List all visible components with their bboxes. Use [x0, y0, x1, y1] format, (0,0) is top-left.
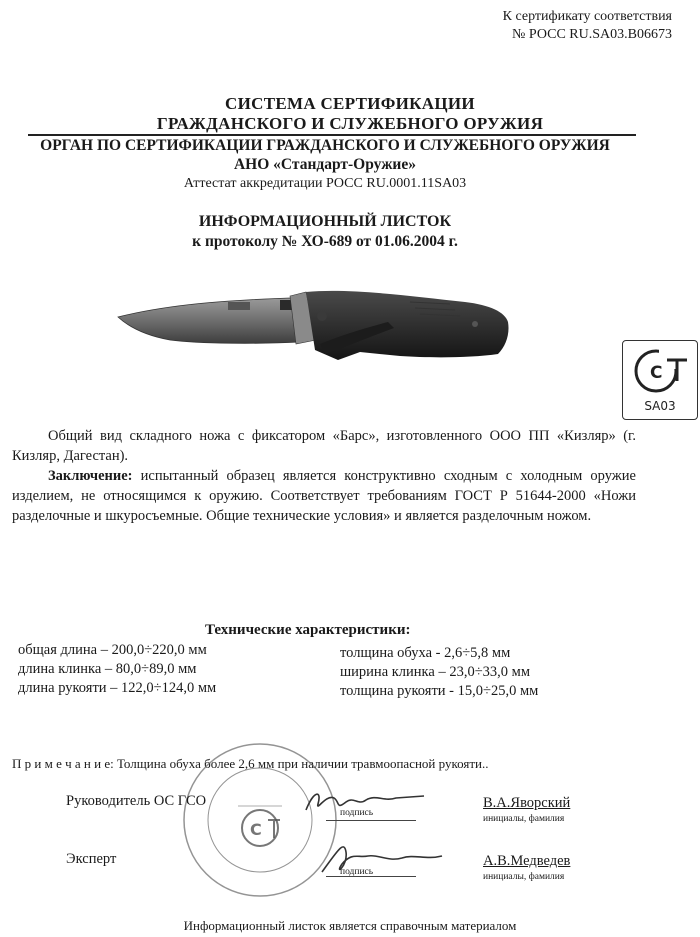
certification-mark: [622, 340, 698, 420]
organization-name: АНО «Стандарт-Оружие»: [233, 156, 416, 173]
expert-sign-caption: подпись: [340, 867, 374, 877]
spec-item: толщина обуха - 2,6÷5,8 мм: [340, 645, 511, 661]
head-sign-line: [326, 820, 416, 821]
conclusion-label: Заключение:: [48, 468, 133, 484]
conclusion-paragraph: [12, 466, 636, 526]
protocol-line: к протоколу № ХО-689 от 01.06.2004 г.: [192, 233, 458, 250]
svg-text:С: С: [650, 363, 663, 383]
title-divider: [28, 134, 636, 136]
organ-title: ОРГАН ПО СЕРТИФИКАЦИИ ГРАЖДАНСКОГО И СЛУЖЕБНОГО ОРУЖИЯ: [40, 137, 610, 154]
certificate-ref-line2: № РОСС RU.SA03.B06673: [512, 27, 672, 42]
certificate-reference: [503, 8, 672, 44]
head-name: В.А.Яворский: [483, 795, 571, 811]
footer-note: Информационный листок является справочным материалом: [183, 918, 517, 933]
spec-item: толщина рукояти - 15,0÷25,0 мм: [340, 683, 539, 699]
system-title-line1: СИСТЕМА СЕРТИФИКАЦИИ: [225, 94, 475, 113]
specs-title: Технические характеристики:: [205, 622, 411, 638]
head-signature-label: Руководитель ОС ГСО: [66, 793, 207, 809]
note-text: Толщина обуха более 2,6 мм при наличии травмоопасной рукояти..: [113, 756, 489, 771]
knife-image: [110, 282, 520, 372]
expert-name-caption: инициалы, фамилия: [483, 872, 565, 882]
svg-text:С: С: [250, 820, 262, 839]
spec-item: длина клинка – 80,0÷89,0 мм: [18, 661, 197, 677]
head-sign-caption: подпись: [340, 808, 374, 818]
document-title: ИНФОРМАЦИОННЫЙ ЛИСТОК: [198, 213, 452, 230]
accreditation-line: Аттестат аккредитации РОСС RU.0001.11SA03: [183, 176, 467, 191]
conclusion-text: испытанный образец является конструктивно сходным с холодным оружие изделием, не относящимся к оружию. Соответствует требованиям ГОСТ Р 51644-2000 «Ножи разделочные и шкуросъемные. Общие технические условия» и является разделочным ножом.: [12, 468, 636, 524]
specs-left-column: [18, 641, 216, 698]
pst-mark-icon: [623, 341, 697, 397]
specs-right-column: [340, 644, 538, 701]
expert-signature-scribble: [318, 836, 448, 880]
expert-name: А.В.Медведев: [483, 853, 571, 869]
system-title-line2: ГРАЖДАНСКОГО И СЛУЖЕБНОГО ОРУЖИЯ: [156, 114, 544, 133]
certificate-ref-line1: К сертификату соответствия: [502, 9, 672, 24]
head-name-caption: инициалы, фамилия: [483, 814, 565, 824]
description-paragraph: Общий вид складного ножа с фиксатором «Барс», изготовленного ООО ПП «Кизляр» (г. Кизляр, Дагестан).: [12, 428, 636, 464]
spec-item: длина рукояти – 122,0÷124,0 мм: [18, 680, 217, 696]
spec-item: общая длина – 200,0÷220,0 мм: [18, 642, 207, 658]
expert-signature-label: Эксперт: [66, 851, 117, 867]
mark-code: SA03: [644, 399, 676, 413]
spec-item: ширина клинка – 23,0÷33,0 мм: [340, 664, 531, 680]
note-label: П р и м е ч а н и е:: [12, 756, 114, 771]
official-stamp: [180, 740, 340, 900]
